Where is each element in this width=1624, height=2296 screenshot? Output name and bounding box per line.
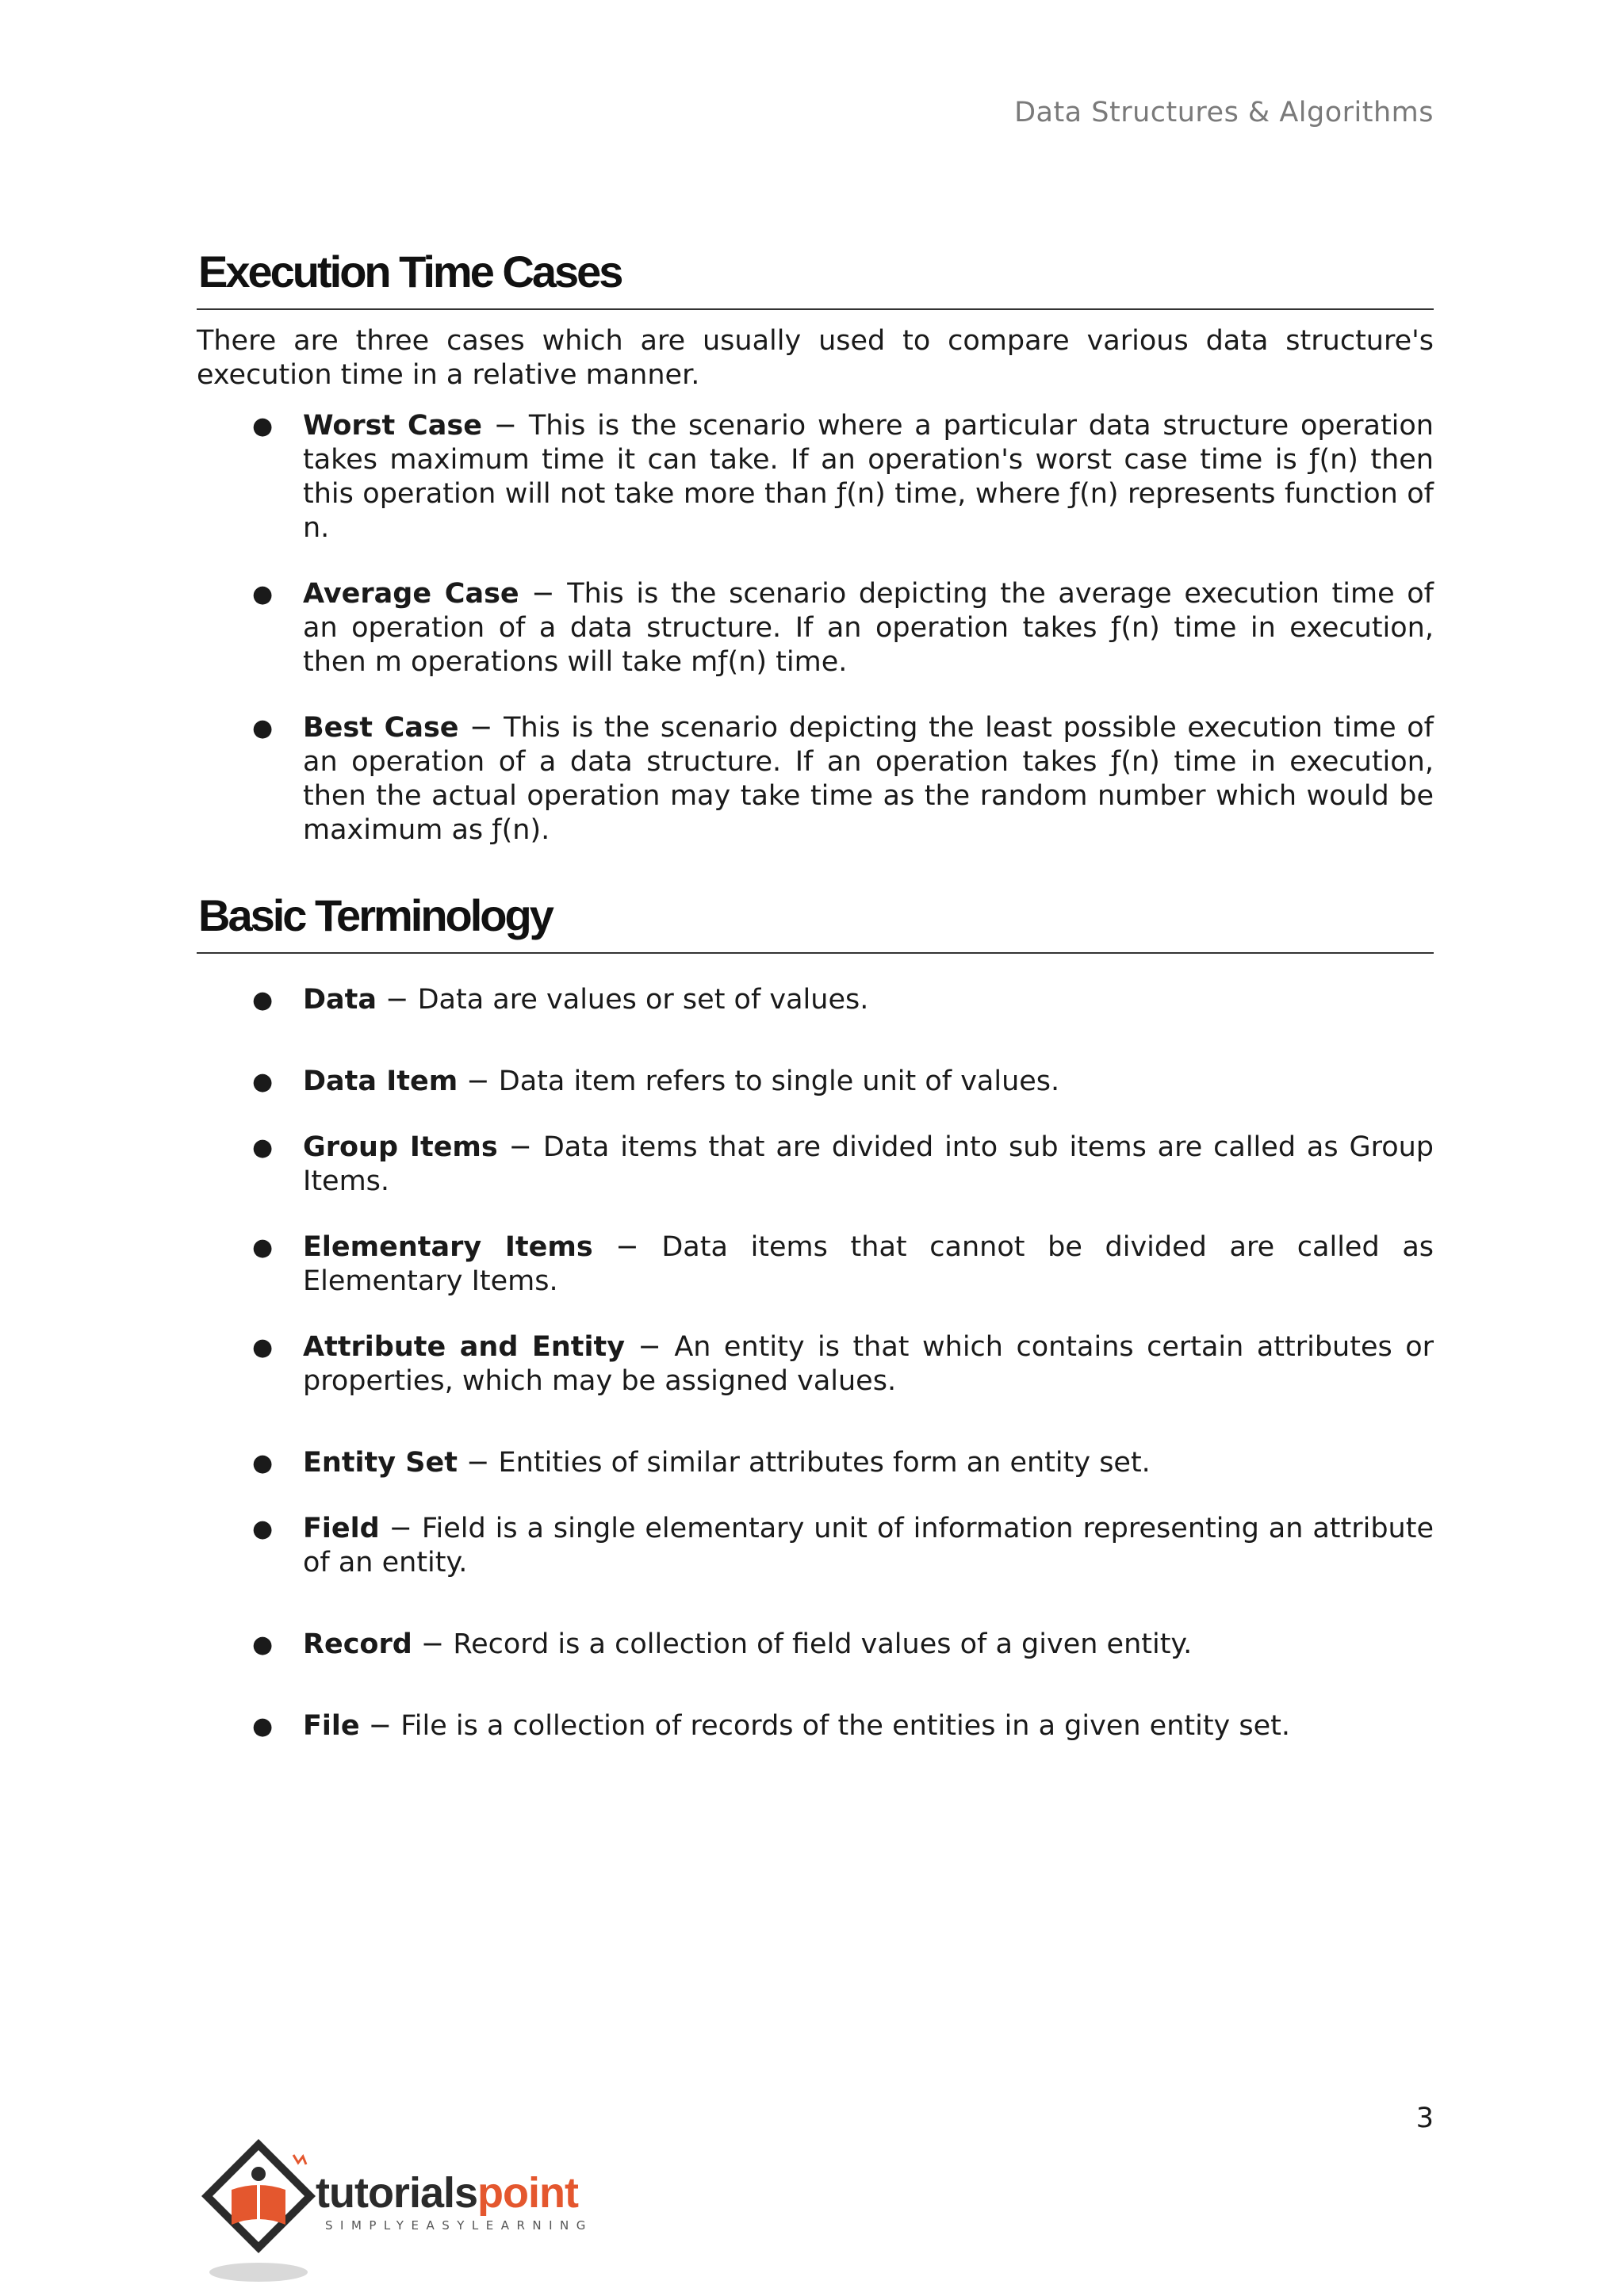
term: Record (303, 1628, 412, 1660)
logo-wordmark-part1: tutorials (316, 2169, 478, 2217)
dash: − (359, 1710, 401, 1742)
bullet-icon: ● (252, 1515, 274, 1543)
bullet-icon: ● (252, 1234, 274, 1261)
section-title: Execution Time Cases (197, 246, 1434, 310)
terminology-list (197, 983, 1434, 1743)
logo-head (251, 2167, 266, 2181)
term: Entity Set (303, 1447, 458, 1479)
section-title: Basic Terminology (197, 890, 1434, 954)
logo-wordmark-part2: point (477, 2169, 578, 2217)
bullet-icon: ● (252, 412, 274, 440)
bullet-icon: ● (252, 580, 274, 608)
term: Attribute and Entity (303, 1331, 626, 1363)
bullet-icon: ● (252, 1631, 274, 1659)
list-item-best-case (197, 711, 1434, 848)
section-basic-terminology (197, 890, 1434, 954)
dash: − (377, 984, 418, 1016)
bullet-icon: ● (252, 714, 274, 742)
intro-paragraph: There are three cases which are usually used to compare various data structure's execution time in a relative manner. (197, 325, 1434, 391)
dash: − (458, 712, 504, 744)
definition: This is the scenario where a particular data structure operation takes maximum time it can take. If an operation's worst case time is ƒ(n) then this operation will not take more than ƒ(n) time, where ƒ(n) represents function of n. (303, 410, 1434, 544)
dash: − (519, 578, 568, 610)
bullet-icon: ● (252, 986, 274, 1014)
definition: Field is a single elementary unit of information representing an attribute of an entity. (303, 1513, 1434, 1578)
term: Field (303, 1513, 380, 1544)
list-item-field (197, 1512, 1434, 1580)
definition: Data items that cannot be divided are called as Elementary Items. (303, 1231, 1434, 1297)
list-item-data-item (197, 1065, 1434, 1099)
execution-cases-list (197, 409, 1434, 848)
term: Average Case (303, 578, 519, 610)
definition: This is the scenario depicting the least possible execution time of an operation of a data structure. If an operation takes ƒ(n) time in execution, then the actual operation may take time as the random number which would be maximum as ƒ(n). (303, 712, 1434, 846)
dash: − (497, 1131, 543, 1163)
list-item-record (197, 1628, 1434, 1662)
definition: Record is a collection of field values of a given entity. (453, 1628, 1193, 1660)
dash: − (379, 1513, 422, 1544)
list-item-attribute-and-entity (197, 1330, 1434, 1399)
list-item-elementary-items (197, 1230, 1434, 1299)
logo-wordmark (316, 2169, 579, 2217)
term: Worst Case (303, 410, 482, 442)
dash: − (592, 1231, 662, 1263)
list-item-average-case (197, 577, 1434, 679)
term: Group Items (303, 1131, 498, 1163)
dash: − (481, 410, 529, 442)
term: File (303, 1710, 360, 1742)
logo-spark (293, 2155, 306, 2164)
bullet-icon: ● (252, 1134, 274, 1161)
logo-tagline: SIMPLYEASYLEARNING (325, 2218, 593, 2233)
definition: An entity is that which contains certain attributes or properties, which may be assigned values. (303, 1331, 1434, 1397)
list-item-entity-set (197, 1446, 1434, 1480)
bullet-icon: ● (252, 1449, 274, 1477)
definition: Data are values or set of values. (417, 984, 869, 1016)
term: Elementary Items (303, 1231, 593, 1263)
dash: − (458, 1066, 499, 1097)
list-item-group-items (197, 1131, 1434, 1199)
term: Data (303, 984, 377, 1016)
dash: − (412, 1628, 454, 1660)
list-item-worst-case (197, 409, 1434, 545)
bullet-icon: ● (252, 1334, 274, 1361)
dash: − (625, 1331, 675, 1363)
running-header: Data Structures & Algorithms (1014, 97, 1434, 128)
section-execution-time-cases (197, 246, 1434, 392)
dash: − (457, 1447, 499, 1479)
term: Data Item (303, 1066, 458, 1097)
list-item-file (197, 1709, 1434, 1743)
bullet-icon: ● (252, 1712, 274, 1740)
term: Best Case (303, 712, 459, 744)
definition: File is a collection of records of the entities in a given entity set. (400, 1710, 1291, 1742)
definition: This is the scenario depicting the average execution time of an operation of a data structure. If an operation takes ƒ(n) time in execution, then m operations will take mƒ(n) time. (303, 578, 1434, 678)
list-item-data (197, 983, 1434, 1017)
definition: Entities of similar attributes form an entity set. (498, 1447, 1151, 1479)
definition: Data item refers to single unit of values. (498, 1066, 1060, 1097)
page-number: 3 (1415, 2103, 1434, 2134)
definition: Data items that are divided into sub items are called as Group Items. (303, 1131, 1434, 1197)
logo-shadow (209, 2263, 308, 2282)
bullet-icon: ● (252, 1068, 274, 1096)
tutorialspoint-logo (197, 2131, 641, 2290)
